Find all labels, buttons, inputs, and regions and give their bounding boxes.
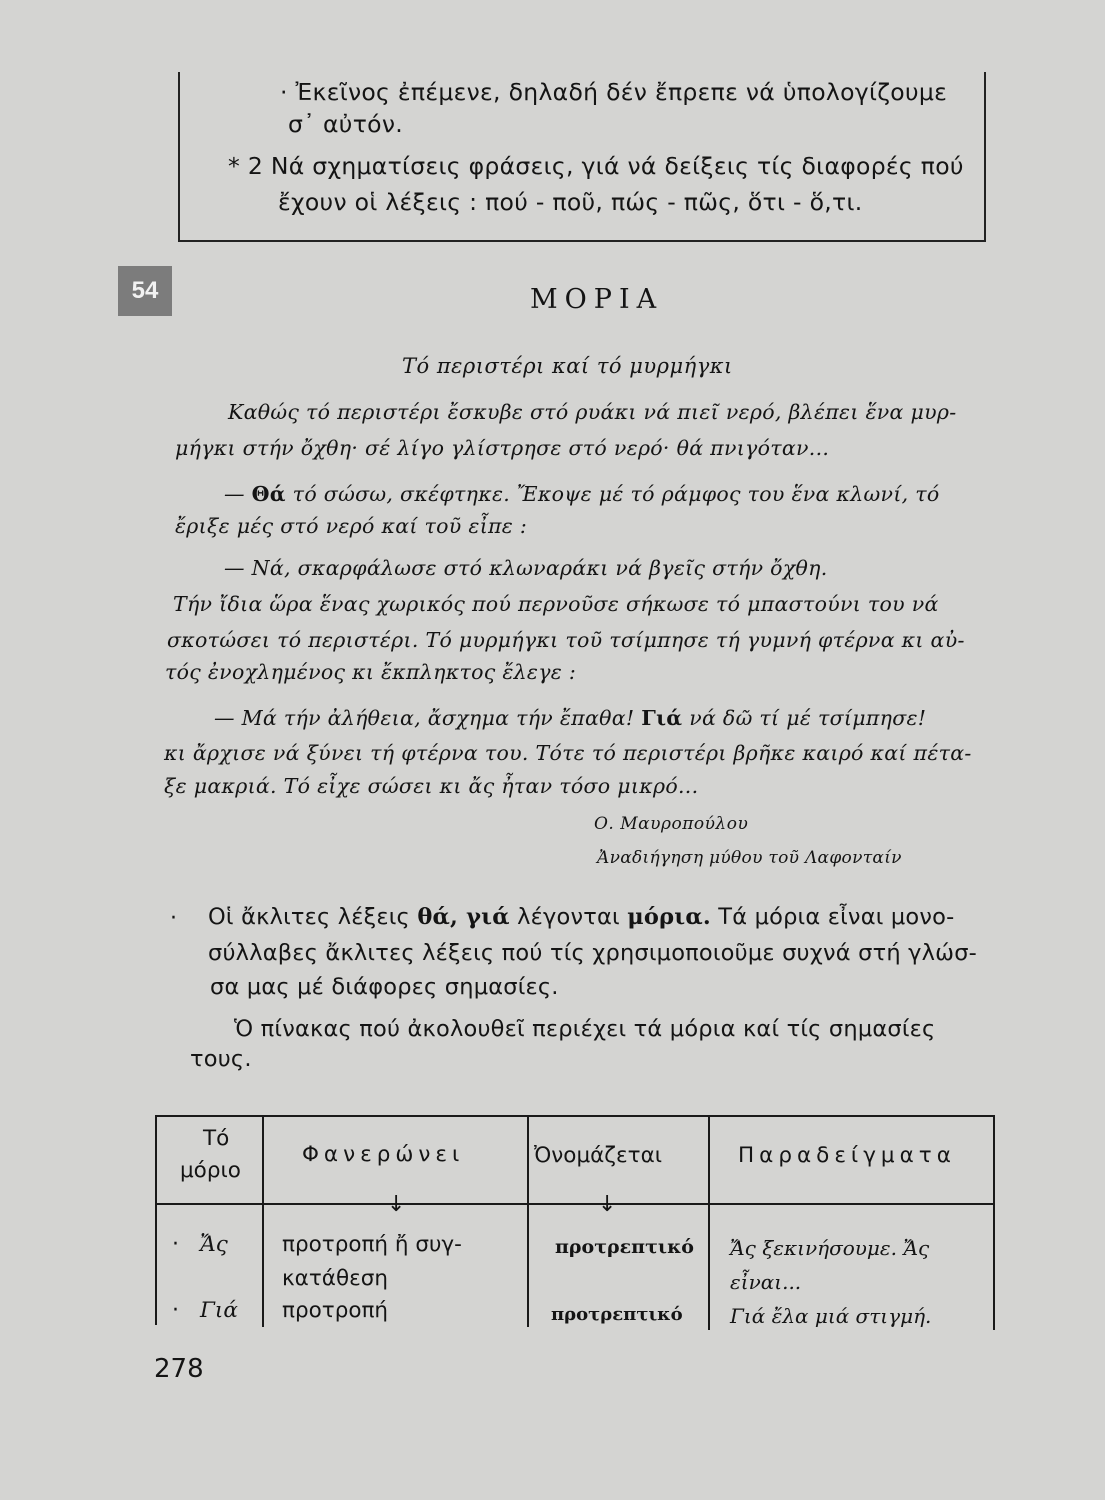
story-line: ἔριξε μές στό νερό καί τοῦ εἶπε : [175,514,528,538]
header-particle: Τό [203,1126,230,1151]
row-name: προτρεπτικό [555,1236,694,1258]
row-name: προτρεπτικό [551,1304,683,1325]
story-fragment: νά δῶ τί μέ τσίμπησε! [682,706,927,730]
story-line: ξε μακριά. Τό εἶχε σώσει κι ἄς ἦταν τόσο μικρό... [164,774,699,798]
explanation-line: σα μας μέ διάφορες σημασίες. [210,974,559,1000]
story-fragment: τό σώσω, σκέφτηκε. Ἔκοψε μέ τό ράμφος του ἕνα κλωνί, τό [285,482,940,506]
header-particle: μόριο [180,1158,241,1183]
explanation-line [208,904,954,930]
author: Ο. Μαυροπούλου [594,814,749,834]
source: Ἀναδιήγηση μύθου τοῦ Λαφονταίν [597,848,902,868]
lesson-number-badge: 54 [118,266,172,316]
row-example: Γιά ἔλα μιά στιγμή. [730,1304,932,1328]
dash: — [224,482,252,506]
row-particle: Ἄς [200,1232,228,1257]
story-line [214,706,926,730]
story-line: σκοτώσει τό περιστέρι. Τό μυρμήγκι τοῦ τσίμπησε τή γυμνή φτέρνα κι αὐ- [167,628,965,652]
table-divider [262,1115,264,1327]
bullet-icon: · [172,1298,179,1323]
story-line: μήγκι στήν ὄχθη· σέ λίγο γλίστρησε στό νερό· θά πνιγόταν... [175,436,830,460]
exercise-line: ἔχουν οἱ λέξεις : πού - ποῦ, πώς - πῶς, ὅτι - ὅ,τι. [278,188,863,216]
bullet-icon: · [170,906,177,931]
lesson-title: ΜΟΡΙΑ [530,284,664,315]
table-border-top [155,1115,995,1117]
explanation-line: τους. [190,1046,252,1072]
row-example: εἶναι... [730,1270,802,1294]
table-divider [708,1115,710,1330]
header-name: Ὀνομάζεται [534,1143,663,1168]
table-header-rule [155,1203,995,1205]
exercise-line: · Ἐκεῖνος ἐπέμενε, δηλαδή δέν ἔπρεπε νά ὑπολογίζουμε [280,78,948,106]
header-meaning: Φανερώνει [302,1142,465,1167]
exercise-line: σ᾿ αὐτόν. [288,110,404,138]
particle-highlight: Γιά [641,706,683,730]
explanation-fragment: Οἱ ἄκλιτες λέξεις [208,904,418,930]
keyword: μόρια. [627,904,711,930]
row-meaning: κατάθεση [282,1266,388,1291]
row-example: Ἄς ξεκινήσουμε. Ἄς [730,1236,930,1260]
exercise-box [178,72,986,242]
row-particle: Γιά [200,1298,238,1323]
row-meaning: προτροπή [282,1298,389,1323]
explanation-fragment: Τά μόρια εἶναι μονο- [710,904,955,930]
story-line: κι ἄρχισε νά ξύνει τή φτέρνα του. Τότε τό περιστέρι βρῆκε καιρό καί πέτα- [164,741,972,765]
story-line: Τήν ἴδια ὥρα ἕνας χωρικός πού περνοῦσε σήκωσε τό μπαστούνι του νά [173,592,939,616]
explanation-line: Ὁ πίνακας πού ἀκολουθεῖ περιέχει τά μόρια καί τίς σημασίες [234,1016,936,1042]
story-line [224,482,940,506]
story-line: — Νά, σκαρφάλωσε στό κλωναράκι νά βγεῖς στήν ὄχθη. [224,556,828,580]
row-meaning: προτροπή ἤ συγ- [282,1232,462,1257]
page-number: 278 [154,1354,204,1384]
story-line: Καθώς τό περιστέρι ἔσκυβε στό ρυάκι νά πιεῖ νερό, βλέπει ἕνα μυρ- [228,400,957,424]
bullet-icon: · [172,1232,179,1257]
particle-highlight: Θά [251,482,286,506]
arrow-down-icon: ↓ [387,1192,406,1217]
table-border-left [155,1115,157,1325]
story-title: Τό περιστέρι καί τό μυρμήγκι [402,354,733,378]
header-examples: Παραδείγματα [738,1143,956,1168]
explanation-fragment: λέγονται [509,904,628,930]
table-divider [527,1115,529,1327]
keyword: θά, γιά [417,904,510,930]
exercise-line: * 2 Νά σχηματίσεις φράσεις, γιά νά δείξεις τίς διαφορές πού [228,152,964,180]
story-fragment: — Μά τήν ἀλήθεια, ἄσχημα τήν ἔπαθα! [214,706,642,730]
table-border-right [993,1115,995,1330]
explanation-line: σύλλαβες ἄκλιτες λέξεις πού τίς χρησιμοποιοῦμε συχνά στή γλώσ- [208,940,977,966]
arrow-down-icon: ↓ [598,1192,617,1217]
story-line: τός ἐνοχλημένος κι ἔκπληκτος ἔλεγε : [165,660,577,684]
